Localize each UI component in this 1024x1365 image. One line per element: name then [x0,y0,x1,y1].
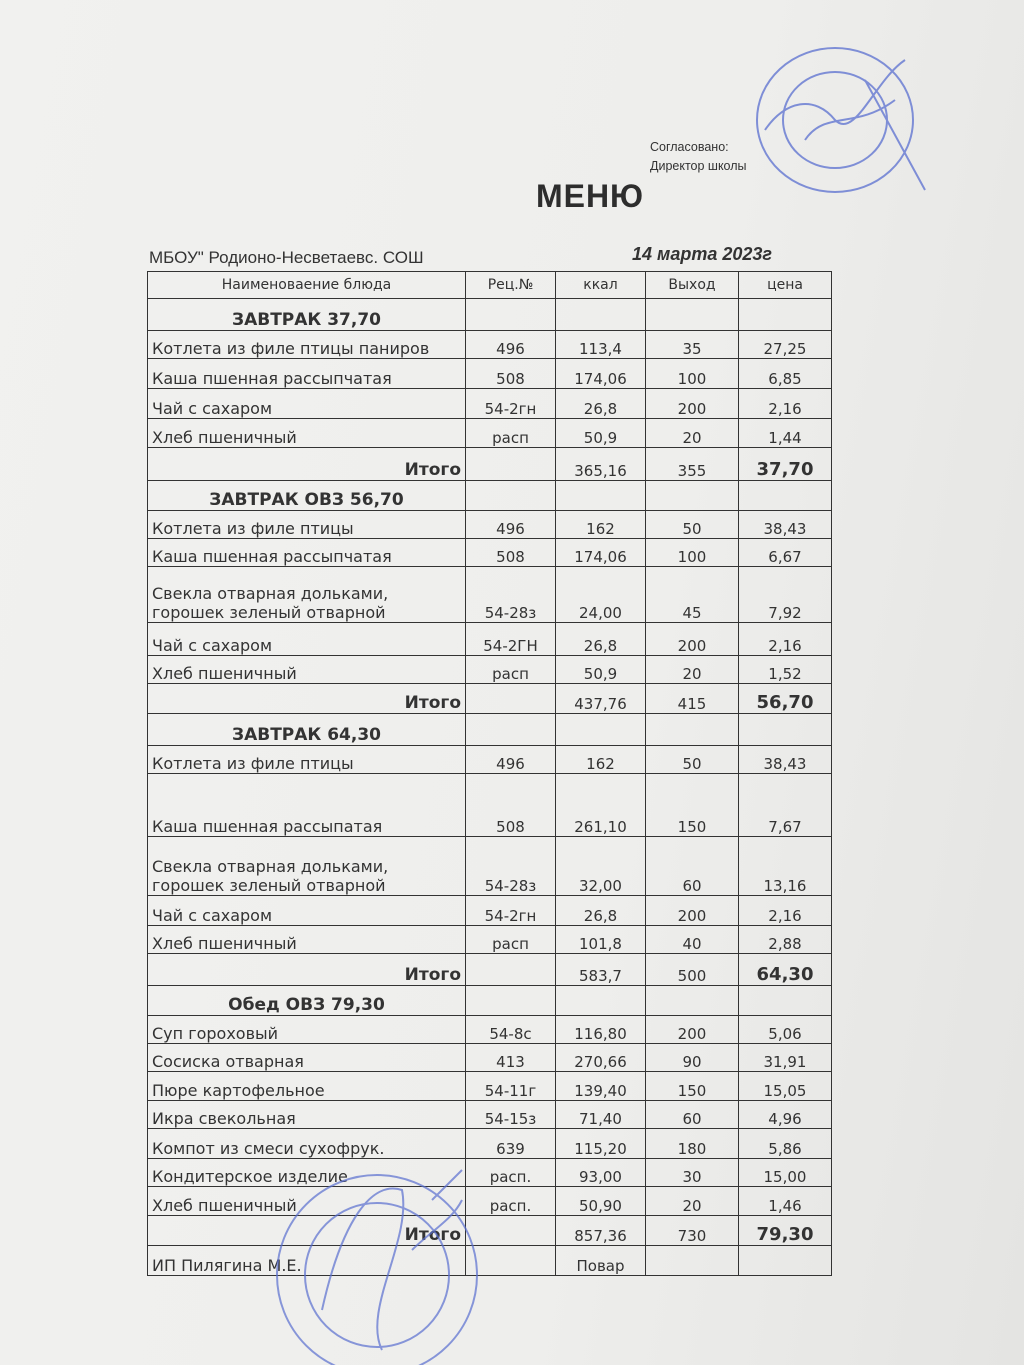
price-value: 31,91 [739,1044,832,1072]
dish-name-line2: горошек зеленый отварной [152,603,386,622]
yield-value: 30 [646,1159,739,1187]
dish-name [148,837,466,896]
price-value: 15,05 [739,1072,832,1101]
table-row [148,1129,832,1159]
dish-name: Икра свекольная [148,1101,466,1129]
yield-value: 150 [646,774,739,837]
table-row [148,567,832,623]
table-row [148,623,832,656]
recipe-number: 54-2гн [466,896,556,926]
dish-name-line1: Свекла отварная дольками, [152,584,389,603]
yield-value: 415 [646,684,739,714]
dish-name: Итого [148,1216,466,1246]
section-title: ЗАВТРАК ОВЗ 56,70 [148,481,466,511]
yield-value: 730 [646,1216,739,1246]
yield-value: 60 [646,837,739,896]
price-value: 13,16 [739,837,832,896]
header-kcal: ккал [556,272,646,299]
table-header-row [148,272,832,299]
table-row [148,539,832,567]
table-row [148,359,832,389]
kcal-value: 270,66 [556,1044,646,1072]
yield-value: 150 [646,1072,739,1101]
dish-name: ИП Пилягина М.Е. [148,1246,466,1276]
empty-recipe-cell [466,714,556,746]
recipe-number: 413 [466,1044,556,1072]
page-title: МЕНЮ [535,178,645,214]
approval-director: Директор школы [650,159,747,173]
empty-yield-cell [646,481,739,511]
price-value: 2,16 [739,896,832,926]
dish-name: Котлета из филе птицы паниров [148,331,466,359]
section-row [148,714,832,746]
price-value: 1,46 [739,1187,832,1216]
table-row [148,1016,832,1044]
dish-name: Чай с сахаром [148,623,466,656]
table-row [148,331,832,359]
yield-value: 20 [646,419,739,448]
kcal-value: 116,80 [556,1016,646,1044]
dish-name: Хлеб пшеничный [148,419,466,448]
section-row [148,986,832,1016]
empty-kcal-cell [556,299,646,331]
recipe-number: 54-11г [466,1072,556,1101]
kcal-value: 857,36 [556,1216,646,1246]
dish-name: Каша пшенная рассыпчатая [148,539,466,567]
recipe-number: 639 [466,1129,556,1159]
price-value: 7,67 [739,774,832,837]
price-value: 2,88 [739,926,832,954]
yield-value: 20 [646,1187,739,1216]
kcal-value: 583,7 [556,954,646,986]
price-value [739,1246,832,1276]
total-row [148,684,832,714]
kcal-value: 113,4 [556,331,646,359]
kcal-value: 26,8 [556,896,646,926]
empty-recipe-cell [466,986,556,1016]
recipe-number: расп. [466,1187,556,1216]
recipe-number [466,448,556,481]
price-value: 79,30 [739,1216,832,1246]
kcal-value: 115,20 [556,1129,646,1159]
table-row [148,1044,832,1072]
kcal-value: 50,9 [556,656,646,684]
empty-yield-cell [646,986,739,1016]
kcal-value: 26,8 [556,389,646,419]
table-row [148,419,832,448]
kcal-value: 261,10 [556,774,646,837]
price-value: 4,96 [739,1101,832,1129]
kcal-value: 26,8 [556,623,646,656]
dish-name: Итого [148,954,466,986]
school-name: МБОУ" Родионо-Несветаевс. СОШ [149,248,424,267]
dish-name: Итого [148,448,466,481]
school-stamp [745,40,945,200]
dish-name: Каша пшенная рассыпчатая [148,359,466,389]
yield-value: 50 [646,746,739,774]
kcal-value: 174,06 [556,359,646,389]
approval-note [650,138,747,176]
header-recipe: Рец.№ [466,272,556,299]
dish-name: Хлеб пшеничный [148,1187,466,1216]
dish-name: Чай с сахаром [148,389,466,419]
empty-recipe-cell [466,299,556,331]
yield-value: 100 [646,359,739,389]
recipe-number: 496 [466,511,556,539]
empty-kcal-cell [556,986,646,1016]
recipe-number: 54-15з [466,1101,556,1129]
dish-name: Суп гороховый [148,1016,466,1044]
dish-name: Пюре картофельное [148,1072,466,1101]
kcal-value: 93,00 [556,1159,646,1187]
empty-price-cell [739,481,832,511]
yield-value: 40 [646,926,739,954]
dish-name: Сосиска отварная [148,1044,466,1072]
recipe-number: 54-2ГН [466,623,556,656]
section-title: Обед ОВЗ 79,30 [148,986,466,1016]
recipe-number: 508 [466,539,556,567]
price-value: 7,92 [739,567,832,623]
empty-price-cell [739,299,832,331]
yield-value: 50 [646,511,739,539]
empty-recipe-cell [466,481,556,511]
cook-stamp [262,1160,492,1365]
section-title: ЗАВТРАК 64,30 [148,714,466,746]
recipe-number: 496 [466,331,556,359]
price-value: 64,30 [739,954,832,986]
yield-value: 200 [646,896,739,926]
empty-price-cell [739,986,832,1016]
yield-value: 355 [646,448,739,481]
kcal-value: 437,76 [556,684,646,714]
kcal-value: 162 [556,511,646,539]
dish-name: Кондитерское изделие [148,1159,466,1187]
price-value: 2,16 [739,389,832,419]
recipe-number: расп [466,926,556,954]
header-price: цена [739,272,832,299]
price-value: 5,06 [739,1016,832,1044]
dish-name-line2: горошек зеленый отварной [152,876,386,895]
recipe-number: расп [466,419,556,448]
empty-yield-cell [646,299,739,331]
kcal-value: 162 [556,746,646,774]
total-row [148,448,832,481]
kcal-value: 50,90 [556,1187,646,1216]
dish-name: Компот из смеси сухофрук. [148,1129,466,1159]
price-value: 1,52 [739,656,832,684]
table-row [148,389,832,419]
yield-value: 90 [646,1044,739,1072]
price-value: 2,16 [739,623,832,656]
recipe-number: 54-2гн [466,389,556,419]
dish-name: Хлеб пшеничный [148,656,466,684]
kcal-value: 50,9 [556,419,646,448]
dish-name: Каша пшенная рассыпатая [148,774,466,837]
dish-name: Котлета из филе птицы [148,511,466,539]
recipe-number [466,684,556,714]
kcal-value: 139,40 [556,1072,646,1101]
price-value: 6,67 [739,539,832,567]
dish-name: Итого [148,684,466,714]
yield-value: 45 [646,567,739,623]
yield-value: 200 [646,389,739,419]
section-row [148,299,832,331]
approval-label: Согласовано: [650,140,729,154]
yield-value: 35 [646,331,739,359]
price-value: 27,25 [739,331,832,359]
yield-value [646,1246,739,1276]
kcal-value: 174,06 [556,539,646,567]
recipe-number: 508 [466,359,556,389]
recipe-number: 54-28з [466,837,556,896]
kcal-value: 71,40 [556,1101,646,1129]
empty-kcal-cell [556,714,646,746]
price-value: 38,43 [739,746,832,774]
dish-name [148,567,466,623]
price-value: 1,44 [739,419,832,448]
section-title: ЗАВТРАК 37,70 [148,299,466,331]
table-row [148,511,832,539]
dish-name: Котлета из филе птицы [148,746,466,774]
price-value: 5,86 [739,1129,832,1159]
total-row [148,954,832,986]
table-row [148,926,832,954]
recipe-number: 54-8с [466,1016,556,1044]
kcal-value: 365,16 [556,448,646,481]
table-row [148,656,832,684]
dish-name-line1: Свекла отварная дольками, [152,857,389,876]
yield-value: 20 [646,656,739,684]
yield-value: 500 [646,954,739,986]
table-row [148,1101,832,1129]
kcal-value: 101,8 [556,926,646,954]
recipe-number: 508 [466,774,556,837]
header-name: Наименоваение блюда [148,272,466,299]
recipe-number [466,954,556,986]
empty-price-cell [739,714,832,746]
recipe-number: расп [466,656,556,684]
kcal-value: 32,00 [556,837,646,896]
kcal-value: 24,00 [556,567,646,623]
price-value: 6,85 [739,359,832,389]
recipe-number: 496 [466,746,556,774]
yield-value: 100 [646,539,739,567]
table-row [148,896,832,926]
empty-yield-cell [646,714,739,746]
table-row [148,774,832,837]
dish-name: Хлеб пшеничный [148,926,466,954]
kcal-value: Повар [556,1246,646,1276]
menu-date: 14 марта 2023г [632,244,773,264]
table-row [148,746,832,774]
section-row [148,481,832,511]
table-row [148,837,832,896]
yield-value: 60 [646,1101,739,1129]
yield-value: 200 [646,1016,739,1044]
price-value: 38,43 [739,511,832,539]
dish-name: Чай с сахаром [148,896,466,926]
empty-kcal-cell [556,481,646,511]
price-value: 56,70 [739,684,832,714]
price-value: 15,00 [739,1159,832,1187]
table-row [148,1072,832,1101]
menu-table [147,271,832,1276]
yield-value: 180 [646,1129,739,1159]
yield-value: 200 [646,623,739,656]
recipe-number: расп. [466,1159,556,1187]
header-yield: Выход [646,272,739,299]
price-value: 37,70 [739,448,832,481]
recipe-number: 54-28з [466,567,556,623]
